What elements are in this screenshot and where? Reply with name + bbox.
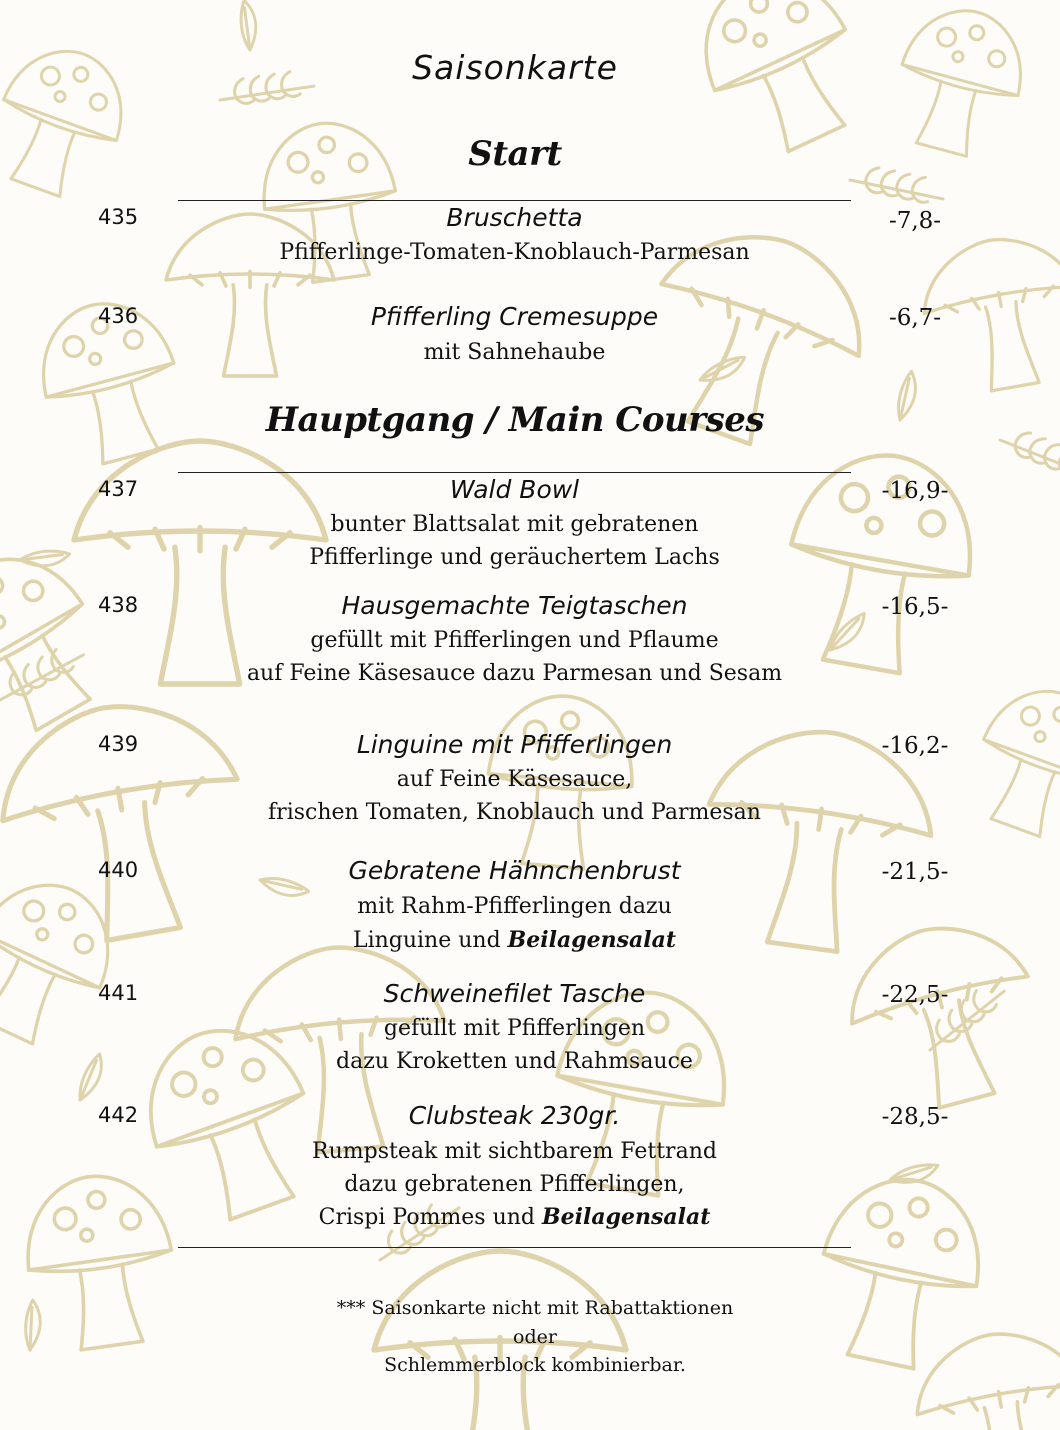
item-name: Pfifferling Cremesuppe xyxy=(370,302,659,331)
item-description-line: Rumpsteak mit sichtbarem Fettrand xyxy=(312,1139,717,1164)
item-price: -21,5- xyxy=(881,859,949,885)
item-description-line xyxy=(158,924,871,958)
item-description-line: auf Feine Käsesauce, xyxy=(396,767,633,792)
item-description-line: frischen Tomaten, Knoblauch und Parmesan xyxy=(268,799,761,825)
footnote-line: oder xyxy=(513,1325,557,1348)
item-number: 435 xyxy=(98,205,139,229)
item-price: -16,2- xyxy=(881,733,949,759)
item-description-line: mit Rahm-Pfifferlingen dazu xyxy=(357,894,672,919)
item-number: 442 xyxy=(98,1103,139,1127)
item-description-line: gefüllt mit Pfifferlingen und Pflaume xyxy=(310,628,719,653)
section-heading-start: Start xyxy=(468,134,562,174)
item-description-line xyxy=(158,1201,871,1235)
item-description: Pfifferlinge-Tomaten-Knoblauch-Parmesan xyxy=(279,240,750,265)
item-description-line: dazu gebratenen Pfifferlingen, xyxy=(344,1171,685,1197)
item-price: -16,9- xyxy=(881,478,949,504)
footnote-line: *** Saisonkarte nicht mit Rabattaktionen xyxy=(336,1297,734,1319)
item-name: Linguine mit Pfifferlingen xyxy=(356,730,673,759)
item-name: Gebratene Hähnchenbrust xyxy=(348,856,681,885)
divider xyxy=(178,200,851,201)
item-number: 437 xyxy=(98,477,139,501)
item-name: Hausgemachte Teigtaschen xyxy=(341,591,688,620)
section-heading-main-courses: Hauptgang / Main Courses xyxy=(265,400,765,440)
item-description: mit Sahnehaube xyxy=(423,340,606,365)
item-description xyxy=(158,1013,871,1078)
item-number: 440 xyxy=(98,858,139,882)
item-description xyxy=(158,625,871,690)
item-price: -7,8- xyxy=(888,208,942,234)
item-description-emphasis: Beilagensalat xyxy=(542,1204,711,1230)
item-price: -22,5- xyxy=(881,982,949,1008)
menu-title: Saisonkarte xyxy=(412,48,618,87)
item-name: Wald Bowl xyxy=(449,475,580,504)
item-price: -28,5- xyxy=(881,1104,949,1130)
divider xyxy=(178,472,851,473)
item-price: -16,5- xyxy=(881,594,949,620)
item-description-emphasis: Beilagensalat xyxy=(507,926,677,953)
item-description-line: bunter Blattsalat mit gebratenen xyxy=(330,512,699,537)
item-description xyxy=(158,509,871,574)
item-description xyxy=(158,1136,871,1235)
item-name: Bruschetta xyxy=(446,203,583,232)
item-description-text: Linguine und xyxy=(352,927,501,953)
footnote xyxy=(280,1294,790,1380)
item-description xyxy=(158,764,871,829)
item-description xyxy=(158,891,871,957)
item-name: Schweinefilet Tasche xyxy=(383,979,646,1008)
item-number: 441 xyxy=(98,981,139,1005)
item-description-line: auf Feine Käsesauce dazu Parmesan und Sesam xyxy=(246,660,783,686)
footnote-line: Schlemmerblock kombinierbar. xyxy=(384,1354,686,1376)
item-description-line: gefüllt mit Pfifferlingen xyxy=(383,1016,646,1041)
item-description-line: Pfifferlinge und geräuchertem Lachs xyxy=(309,544,720,570)
item-description-line: dazu Kroketten und Rahmsauce xyxy=(336,1048,693,1074)
item-name: Clubsteak 230gr. xyxy=(408,1101,621,1130)
item-number: 438 xyxy=(98,593,139,617)
item-description-text: Crispi Pommes und xyxy=(318,1205,536,1230)
item-price: -6,7- xyxy=(888,305,942,331)
item-number: 436 xyxy=(98,304,139,328)
divider xyxy=(178,1247,851,1248)
item-number: 439 xyxy=(98,732,139,756)
